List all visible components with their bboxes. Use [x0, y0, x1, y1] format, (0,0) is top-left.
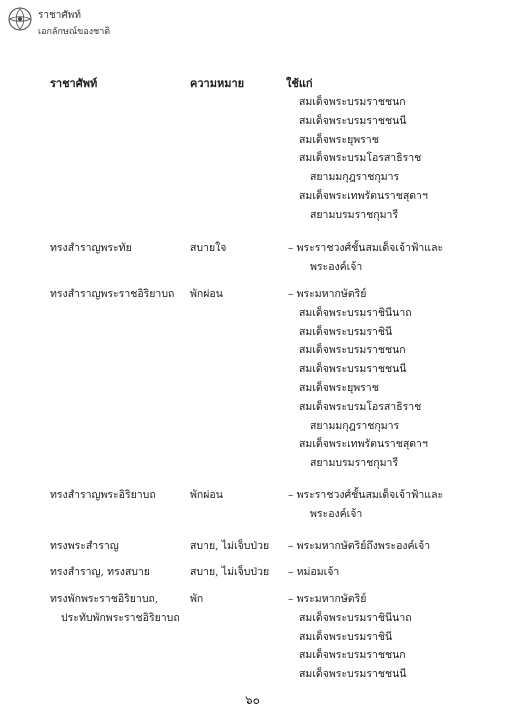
entry-term: ทรงพระสำราญ: [50, 540, 119, 552]
entry-meaning: พักผ่อน: [190, 489, 223, 501]
entry-term: ทรงสำราญ, ทรงสบาย: [50, 566, 150, 578]
entry-meaning: พักผ่อน: [190, 288, 223, 300]
entry-usage-line: สยามบรมราชกุมารี: [310, 457, 399, 470]
column-header-meaning: ความหมาย: [190, 77, 245, 90]
entry-usage-line: สมเด็จพระเทพรัตนราชสุดาฯ: [299, 190, 428, 202]
entry-usage-line: สมเด็จพระเทพรัตนราชสุดาฯ: [299, 438, 428, 451]
entry-term: ทรงสำราญพระราชอิริยาบถ: [50, 288, 175, 300]
entry-usage-line: สมเด็จพระบรมราชชนนี: [299, 363, 407, 376]
entry-meaning: พัก: [190, 593, 204, 605]
entry-term: ประทับพักพระราชอิริยาบถ: [61, 611, 180, 624]
entry-meaning: สบาย, ไม่เจ็บป่วย: [190, 540, 270, 552]
entry-usage-line: สมเด็จพระบรมโอรสาธิราช: [299, 152, 422, 165]
entry-usage-line: สมเด็จพระบรมโอรสาธิราช: [299, 400, 422, 413]
entry-usage-line: สมเด็จพระบรมราชชนนี: [299, 668, 407, 681]
page-number: ๖๐: [245, 693, 260, 707]
entry-usage-line: สมเด็จพระบรมราชชนนี: [299, 114, 407, 127]
header-title: ราชาศัพท์: [38, 10, 81, 21]
entry-meaning: สบาย, ไม่เจ็บป่วย: [190, 566, 270, 578]
entry-usage-line: สมเด็จพระบรมราชินี: [299, 630, 393, 643]
entry-usage-line: สมเด็จพระยุพราช: [299, 133, 379, 146]
entry-usage-line: สยามมกุฎราชกุมาร: [310, 419, 400, 432]
column-header-term: ราชาศัพท์: [50, 77, 98, 90]
entry-usage-line: สมเด็จพระบรมราชชนก: [299, 96, 406, 108]
entry-usage-line: สมเด็จพระบรมราชินีนาถ: [299, 306, 412, 319]
entry-usage-line: สมเด็จพระบรมราชินี: [299, 325, 393, 338]
entry-usage-line: สมเด็จพระยุพราช: [299, 382, 379, 394]
column-header-usage: ใช้แก่: [286, 77, 313, 90]
entry-usage-line: – พระราชวงศ์ชั้นสมเด็จเจ้าฟ้าและ: [288, 242, 444, 254]
entry-usage-line: – พระมหากษัตริย์: [288, 288, 367, 300]
entry-term: ทรงพักพระราชอิริยาบถ,: [50, 593, 159, 605]
entry-term: ทรงสำราญพระทัย: [50, 242, 132, 254]
entry-usage-line: สมเด็จพระบรมราชชนก: [299, 344, 406, 357]
entry-usage-line: สมเด็จพระบรมราชินีนาถ: [299, 611, 412, 624]
entry-meaning: สบายใจ: [190, 242, 227, 254]
entry-term: ทรงสำราญพระอิริยาบถ: [50, 489, 156, 501]
entry-usage-line: พระองค์เจ้า: [310, 507, 363, 520]
entry-usage-line: – พระมหากษัตริย์: [288, 593, 367, 605]
entry-usage-line: สมเด็จพระบรมราชชนก: [299, 649, 406, 662]
emblem-logo: [5, 4, 35, 34]
entry-usage-line: สยามบรมราชกุมารี: [310, 208, 399, 221]
entry-usage-line: – พระมหากษัตริย์ถึงพระองค์เจ้า: [288, 540, 431, 552]
header-subtitle: เอกลักษณ์ของชาติ: [38, 27, 111, 37]
entry-usage-line: – หม่อมเจ้า: [288, 566, 340, 578]
entry-usage-line: – พระราชวงศ์ชั้นสมเด็จเจ้าฟ้าและ: [288, 489, 444, 501]
entry-usage-line: สยามมกุฎราชกุมาร: [310, 171, 400, 184]
entry-usage-line: พระองค์เจ้า: [310, 260, 363, 273]
